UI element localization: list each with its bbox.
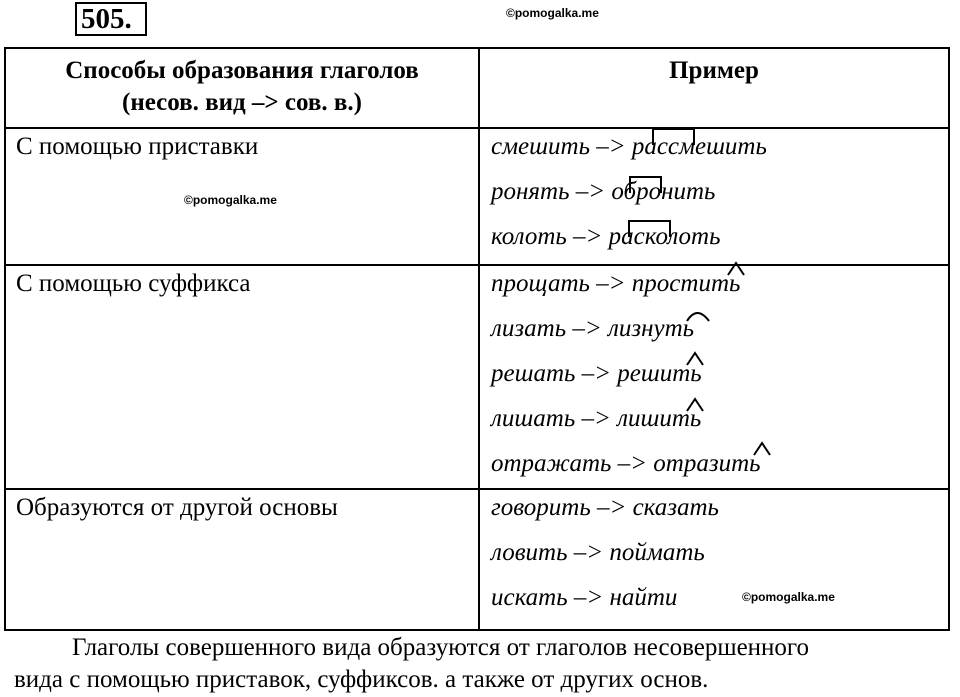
task-number: 505.: [75, 2, 147, 36]
example-item: говорить –> сказать: [491, 494, 719, 521]
example-item: прощать –> простить: [491, 270, 741, 297]
morphology-table: [4, 47, 950, 631]
suffix-mark: [685, 305, 825, 345]
example-item: решать –> решить: [491, 360, 702, 387]
watermark-table: ©pomogalka.me: [184, 193, 277, 207]
method-suffix: С помощью суффикса: [16, 270, 251, 297]
prefix-mark: [628, 219, 768, 259]
suffix-mark: [685, 397, 825, 437]
table-border-top: [4, 47, 950, 49]
suffix-mark: [685, 351, 825, 391]
example-item: ловить –> поймать: [491, 539, 705, 566]
example-item: колоть –> расколоть: [491, 223, 721, 250]
table-row-divider: [4, 127, 950, 129]
suffix-mark: [752, 441, 892, 481]
example-item: искать –> найти: [491, 584, 678, 611]
table-border-bottom: [4, 629, 950, 631]
watermark-top: ©pomogalka.me: [506, 6, 599, 20]
footer-line1: Глаголы совершенного вида образуются от глаголов несовершенного: [72, 634, 810, 661]
table-row-divider: [4, 488, 950, 490]
suffix-mark: [726, 261, 866, 301]
header-methods-line2: (несов. вид –> сов. в.): [122, 89, 362, 116]
footer-line2: вида с помощью приставок, суффиксов. а также от других основ.: [14, 666, 709, 693]
header-methods-line1: Способы образования глаголов: [65, 57, 419, 84]
method-prefix: С помощью приставки: [16, 133, 259, 160]
prefix-mark: [629, 175, 769, 215]
example-item: ронять –> обронить: [491, 178, 716, 205]
table-border-left: [4, 47, 6, 631]
watermark-table: ©pomogalka.me: [742, 590, 835, 604]
example-item: смешить –> рассмешить: [491, 133, 767, 160]
prefix-mark: [652, 127, 792, 167]
table-column-divider: [478, 47, 480, 631]
header-example: Пример: [669, 57, 759, 84]
header-methods: [6, 55, 478, 119]
example-item: отражать –> отразить: [491, 450, 761, 477]
table-border-right: [948, 47, 950, 631]
example-item: лишать –> лишить: [491, 405, 702, 432]
method-other-stem: Образуются от другой основы: [16, 494, 338, 521]
example-item: лизать –> лизнуть: [491, 315, 695, 342]
